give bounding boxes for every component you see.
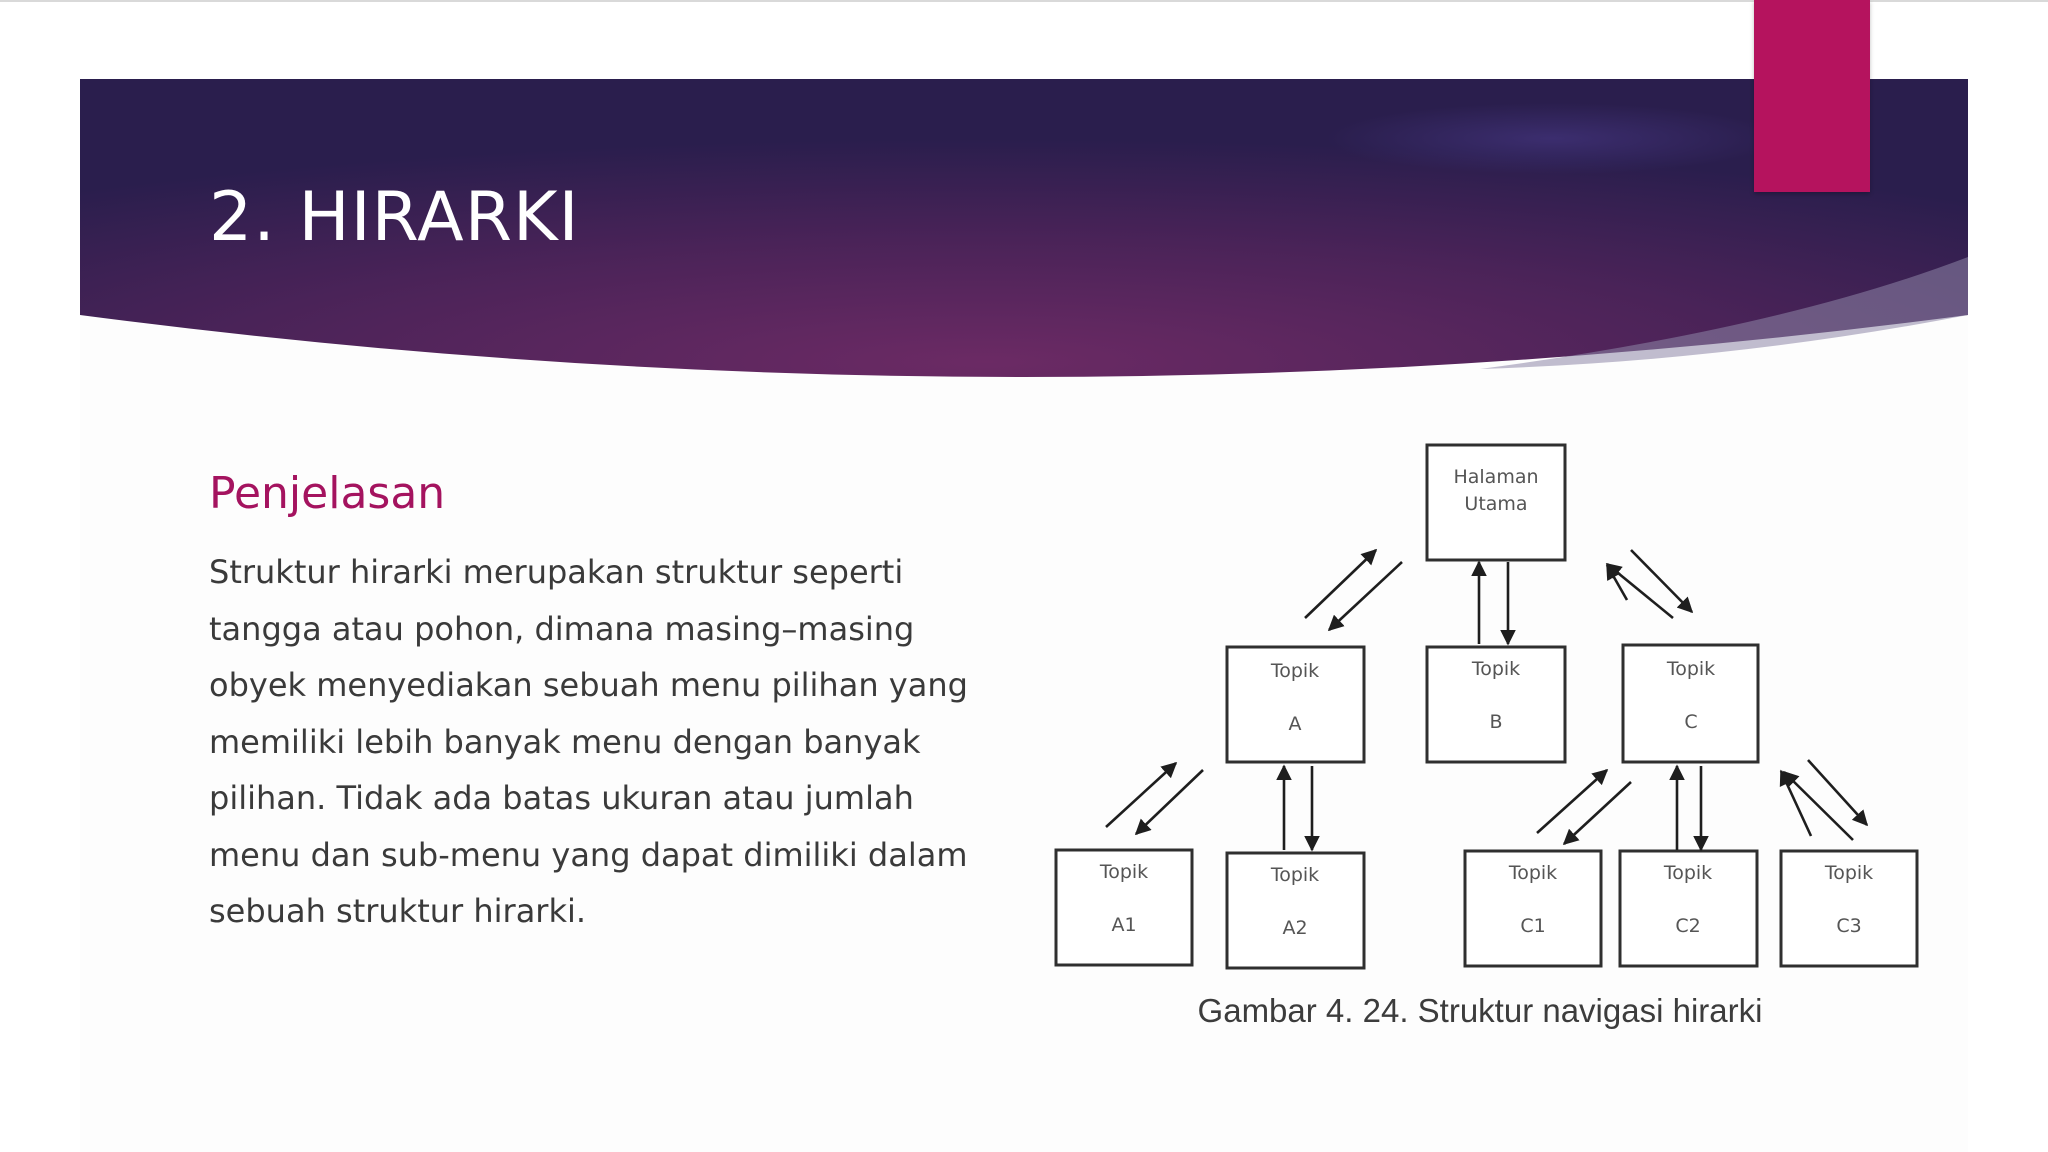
svg-text:Topik: Topik — [1270, 864, 1320, 886]
top-divider-line — [0, 0, 2048, 2]
arrows-a-a1 — [1106, 763, 1203, 834]
node-topik-b — [1427, 647, 1565, 762]
svg-text:B: B — [1489, 711, 1503, 733]
svg-text:Topik: Topik — [1270, 660, 1320, 682]
node-topik-c — [1623, 645, 1758, 762]
node-topik-c1 — [1465, 851, 1601, 966]
svg-text:Topik: Topik — [1508, 862, 1558, 884]
svg-text:C1: C1 — [1520, 915, 1546, 937]
svg-text:C2: C2 — [1675, 915, 1701, 937]
node-topik-c3 — [1781, 851, 1917, 966]
node-topik-a1 — [1056, 850, 1192, 965]
svg-text:Topik: Topik — [1663, 862, 1713, 884]
hierarchy-figure — [1040, 430, 1940, 1050]
slide-title: 2. HIRARKI — [209, 178, 580, 257]
svg-text:A1: A1 — [1111, 914, 1137, 936]
svg-text:Halaman: Halaman — [1453, 466, 1539, 488]
svg-text:Utama: Utama — [1464, 493, 1528, 515]
node-halaman-utama — [1427, 445, 1565, 560]
svg-text:C3: C3 — [1836, 915, 1862, 937]
arrows-root-b — [1479, 562, 1508, 644]
arrows-a-a2 — [1284, 766, 1312, 850]
svg-text:A: A — [1288, 713, 1302, 735]
svg-text:Topik: Topik — [1824, 862, 1874, 884]
svg-text:Topik: Topik — [1666, 658, 1716, 680]
node-topik-c2 — [1620, 851, 1757, 966]
body-paragraph: Struktur hirarki merupakan struktur seperti tangga atau pohon, dimana masing–masing obyek menyediakan sebuah menu pilihan yang memiliki lebih banyak menu dengan banyak pilihan. Tidak ada batas ukuran atau jumlah menu dan sub-menu yang dapat dimiliki dalam sebuah struktur hirarki. — [209, 553, 968, 930]
arrows-c-c2 — [1677, 766, 1701, 850]
arrows-c-c3 — [1781, 760, 1867, 840]
node-topik-a — [1227, 647, 1364, 762]
svg-text:A2: A2 — [1282, 917, 1308, 939]
figure-caption: Gambar 4. 24. Struktur navigasi hirarki — [1197, 992, 1763, 1029]
svg-text:C: C — [1684, 711, 1698, 733]
arrows-root-a — [1305, 550, 1402, 630]
arrows-c-c1 — [1537, 770, 1631, 844]
node-topik-a2 — [1227, 853, 1364, 968]
svg-text:Topik: Topik — [1471, 658, 1521, 680]
svg-text:Topik: Topik — [1099, 861, 1149, 883]
arrows-root-c — [1607, 550, 1692, 618]
section-heading: Penjelasan — [209, 468, 446, 519]
accent-tab — [1754, 0, 1870, 192]
